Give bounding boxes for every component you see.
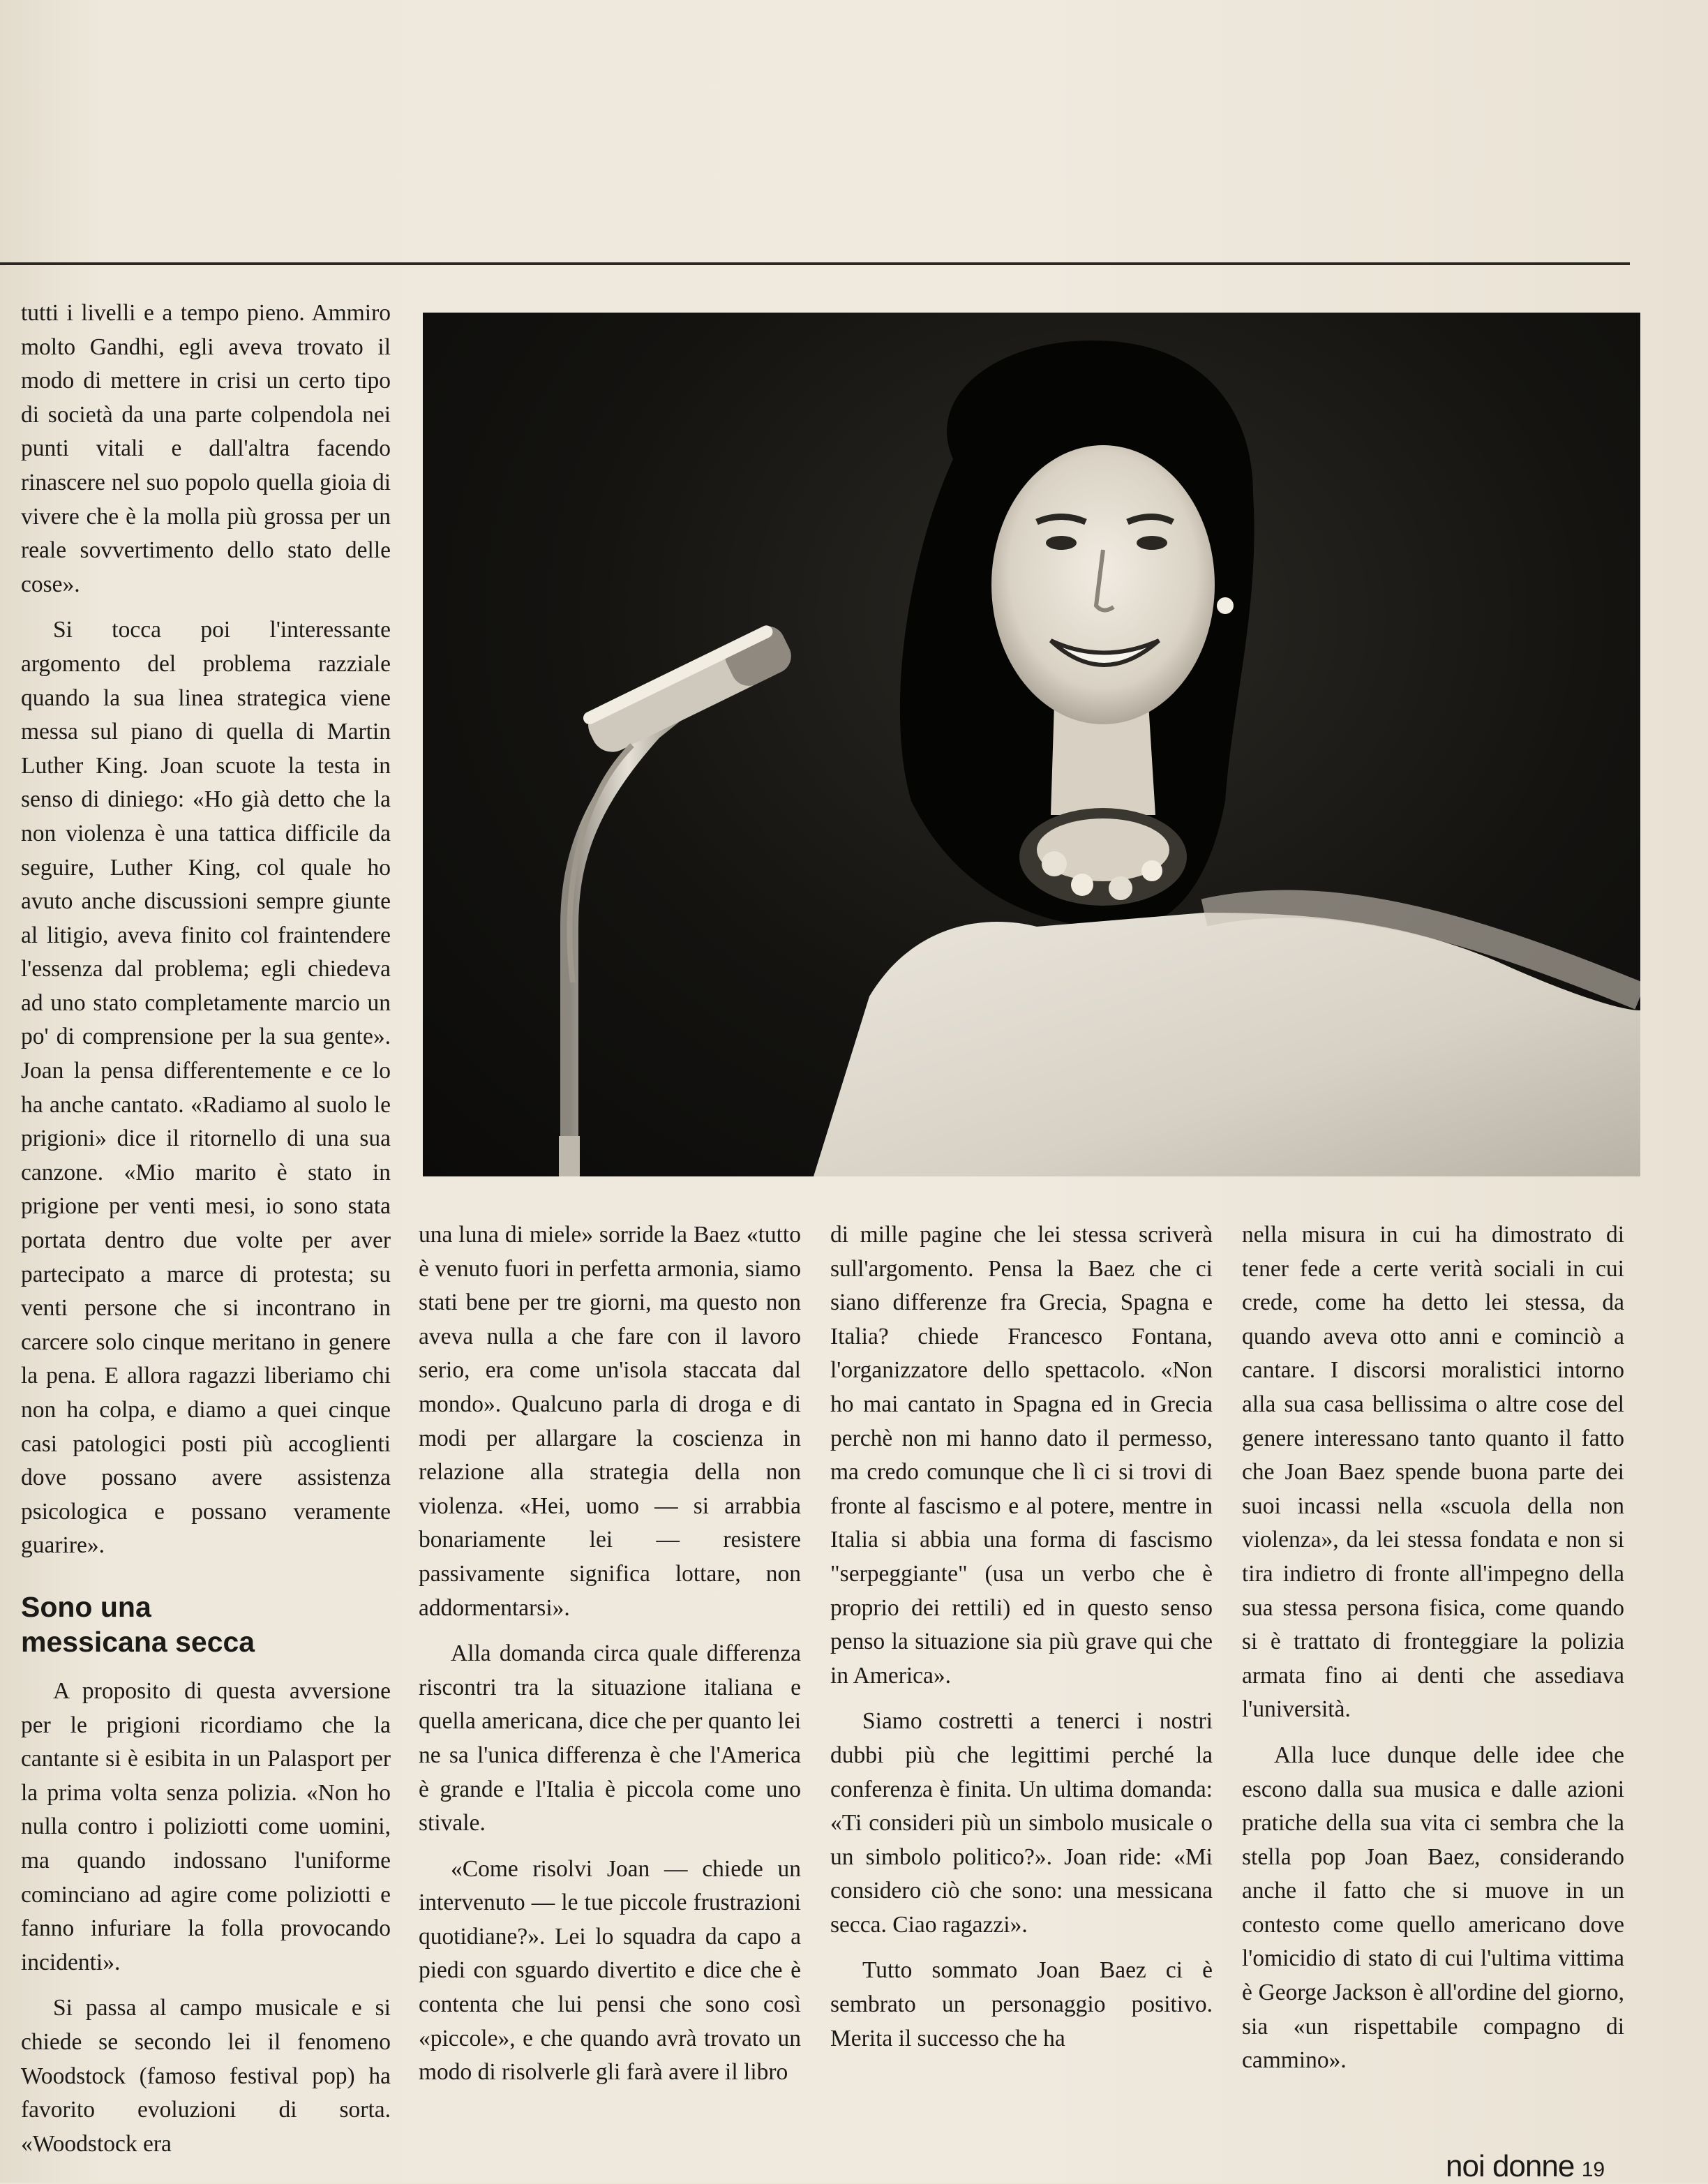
paragraph: Alla luce dunque delle idee che escono dalla sua musica e dalle azioni pratiche della sua vita ci sembra che la stella pop Joan Baez, considerando anche il fatto che si muove in un contesto come quello americano dove l'omicidio di stato di cui l'ultima vittima è George Jackson è all'ordine del giorno, sia «un rispettabile compagno di cammino». <box>1242 1742 1624 2074</box>
subheading-line: Sono una <box>21 1590 151 1623</box>
page-folio <box>1446 2149 1605 2184</box>
paragraph: «Come risolvi Joan — chiede un intervenuto — le tue piccole frustrazioni quotidiane?». Lei lo squadra da capo a piedi con sguardo divertito e dice che è contenta che lui pensi che sono così «piccole», e che quando avrà trovato un modo di risolverle gli farà avere il libro <box>419 1855 801 2086</box>
paragraph: una luna di miele» sorride la Baez «tutto è venuto fuori in perfetta armonia, siamo stati bene per tre giorni, ma questo non aveva nulla a che fare con il lavoro serio, era come un'isola staccata dal mondo». Qualcuno parla di droga e di modi per allargare la coscienza in relazione alla strategia della non violenza. «Hei, uomo — si arrabbia bonariamente lei — resistere passivamente significa lottare, non addormentarsi». <box>419 1222 801 1621</box>
header-rule <box>0 262 1630 265</box>
paragraph: Si tocca poi l'interessante argomento del problema razziale quando la sua linea strategica viene messa sul piano di quella di Martin Luther King. Joan scuote la testa in senso di diniego: «Ho già detto che la non violenza è una tattica difficile da seguire, Luther King, col quale ho avuto anche discussioni sempre giunte al litigio, aveva finito col fraintendere l'essenza dal problema; egli chiedeva ad uno stato completamente marcio un po' di comprensione per la sua gente». Joan la pensa differentemente e ce lo ha anche cantato. «Radiamo al suolo le prigioni» dice il ritornello di una sua canzone. «Mio marito è stato in prigione per venti mesi, io sono stata portata dentro due volte per aver partecipato a marce di protesta; su venti persone che si incontrano in carcere solo cinque meritano in genere la pena. E allora ragazzi liberiamo chi non ha colpa, e diamo a quei cinque casi patologici posti più accoglienti dove possano avere assistenza psicologica e possano veramente guarire». <box>21 617 391 1559</box>
paragraph: nella misura in cui ha dimostrato di tener fede a certe verità sociali in cui crede, come ha detto lei stessa, da quando aveva otto anni e cominciò a cantare. I discorsi moralistici intorno alla sua casa bellissima o altre cose del genere interessano tanto quanto il fatto che Joan Baez spende buona parte dei suoi incassi nella «scuola della non violenza», da lei stessa fondata e non si tira indietro di fronte all'impegno della sua stessa persona fisica, come quando si è trattato di fronteggiare la polizia armata fino ai denti che assediava l'università. <box>1242 1222 1624 1723</box>
paragraph: Si passa al campo musicale e si chiede se secondo lei il fenomeno Woodstock (famoso festival pop) ha favorito evoluzioni di sorta. «Woodstock era <box>21 1995 391 2157</box>
subheading-line: messicana secca <box>21 1625 255 1658</box>
magazine-name: noi donne <box>1446 2149 1575 2183</box>
text-column-1 <box>21 297 391 2173</box>
paragraph: A proposito di questa avversione per le prigioni ricordiamo che la cantante si è esibita in un Palasport per la prima volta senza polizia. «Non ho nulla contro i poliziotti come uomini, ma quando indossano l'uniforme cominciano ad agire come poliziotti e fanno infuriare la folla provocando incidenti». <box>21 1677 391 1975</box>
page-number: 19 <box>1581 2158 1605 2181</box>
paragraph: Tutto sommato Joan Baez ci è sembrato un personaggio positivo. Merita il successo che ha <box>830 1957 1213 2051</box>
singer-at-microphone-illustration <box>423 313 1640 1176</box>
paragraph: Alla domanda circa quale differenza riscontri tra la situazione italiana e quella americana, dice che per quanto lei ne sa l'unica differenza è che l'America è grande e l'Italia è piccola come uno stivale. <box>419 1640 801 1837</box>
paragraph: tutti i livelli e a tempo pieno. Ammiro molto Gandhi, egli aveva trovato il modo di mettere in crisi un certo tipo di società da una parte colpendola nei punti vitali e dall'altra facendo rinascere nel suo popolo quella gioia di vivere che è la molla più grossa per un reale sovvertimento dello stato delle cose». <box>21 300 391 597</box>
concert-photo <box>423 313 1640 1176</box>
paragraph: Siamo costretti a tenerci i nostri dubbi più che legittimi perché la conferenza è finita. Un ultima domanda: «Ti consideri più un simbolo musicale o un simbolo politico?». Joan ride: «Mi considero ciò che sono: una messicana secca. Ciao ragazzi». <box>830 1708 1213 1938</box>
paragraph: di mille pagine che lei stessa scriverà sull'argomento. Pensa la Baez che ci siano differenze fra Grecia, Spagna e Italia? chiede Francesco Fontana, l'organizzatore dello spettacolo. «Non ho mai cantato in Spagna ed in Grecia perchè non mi hanno dato il permesso, ma credo comunque che lì ci si trovi di fronte al fascismo e al potere, mentre in Italia si abbia una forma di fascismo "serpeggiante" (usa un verbo che è proprio dei rettili) ed in questo senso penso la situazione sia più grave qui che in America». <box>830 1222 1213 1689</box>
text-column-4 <box>1242 1218 1624 2090</box>
section-subheading <box>21 1590 391 1659</box>
text-column-2 <box>419 1218 801 2102</box>
text-column-3 <box>830 1218 1213 2067</box>
